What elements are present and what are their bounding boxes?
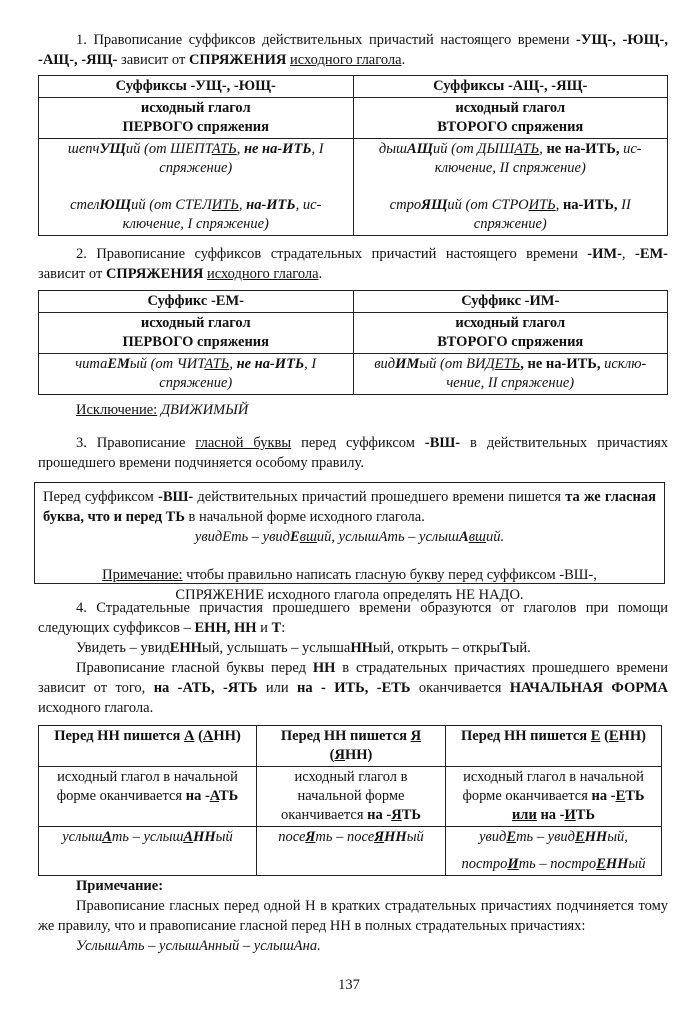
text-run: ый (от ЧИТ: [129, 356, 205, 372]
text-run: Увидеть – увид: [76, 640, 170, 656]
text-run: -ВШ-: [157, 489, 194, 505]
cell-line: ВТОРОГО спряжения: [437, 119, 584, 135]
text-run: Я: [305, 829, 316, 845]
text-run: постро: [461, 856, 508, 872]
table-cell: [39, 98, 354, 139]
table-cell: [257, 767, 446, 827]
text-run: И: [507, 856, 519, 872]
cell-line: исходный глагол: [455, 315, 566, 331]
table-cell: [353, 313, 668, 354]
text-run: ть – постро: [518, 856, 597, 872]
text-run: А: [102, 829, 112, 845]
text-run: 4. Страдательные причастия прошедшего времени образуются от глаголов при помощи следующих суффиксов –: [38, 600, 668, 636]
text-run: услыш: [62, 829, 103, 845]
text-run: (: [600, 728, 609, 744]
table-header: Суффикс -ИМ-: [353, 291, 668, 313]
text-run: Т: [271, 620, 282, 636]
text-run: Перед НН пишется: [54, 728, 184, 744]
text-run: НН: [350, 640, 373, 656]
text-run: -УЩ-, -ЮЩ-, -АЩ-, -ЯЩ-: [38, 32, 668, 68]
table-cell: [353, 98, 668, 139]
text-run: СПРЯЖЕНИЯ: [188, 52, 287, 68]
text-run: II спряжение): [473, 197, 631, 232]
text-run: Я: [391, 807, 402, 823]
cell-line: ПЕРВОГО спряжения: [122, 334, 270, 350]
text-run: ый: [628, 856, 646, 872]
note-example: УслышАть – услышАнный – услышАна.: [76, 938, 321, 954]
page-number: 137: [338, 977, 360, 993]
text-run: ,: [621, 246, 635, 262]
text-run: ТЬ: [219, 788, 239, 804]
text-run: 1. Правописание суффиксов действительных причастий настоящего времени: [76, 32, 577, 48]
text-run: ЕНН: [169, 640, 202, 656]
text-run: Перед суффиксом: [43, 489, 158, 505]
text-run: Е: [590, 728, 601, 744]
text-run: НН: [384, 829, 407, 845]
example: [452, 828, 655, 847]
table-cell: [257, 827, 446, 876]
rule-box: [34, 482, 665, 603]
text-run: Исключение:: [76, 402, 158, 418]
table-header: [446, 726, 662, 767]
text-run: ДВИЖИМЫЙ: [157, 402, 249, 418]
text-run: АЩ: [406, 141, 433, 157]
text-run: или: [511, 807, 537, 823]
text-run: Е: [615, 788, 626, 804]
text-run: ,: [555, 197, 563, 213]
table-header: [39, 726, 257, 767]
text-run: на -АТЬ, -ЯТЬ: [153, 680, 258, 696]
text-run: посе: [278, 829, 306, 845]
section4-paragraph: [38, 658, 668, 718]
table-header: Суффиксы -АЩ-, -ЯЩ-: [353, 76, 668, 98]
text-run: на -: [591, 788, 616, 804]
text-run: А: [202, 728, 214, 744]
text-run: та же гласная буква, что и перед ТЬ: [43, 489, 656, 525]
text-run: Примечание:: [102, 567, 183, 583]
text-run: А: [459, 529, 469, 545]
text-run: зависит от: [38, 266, 106, 282]
text-run: А: [183, 829, 194, 845]
example: [45, 196, 347, 234]
text-run: , I спряжение): [159, 141, 324, 176]
note-text: Правописание гласных перед одной Н в кратких страдательных причастиях подчиняется тому же правилу, что и правописание гласной перед НН в полных страдательных причастиях:: [38, 898, 668, 934]
text-run: перед суффиксом: [291, 435, 425, 451]
text-run: А: [183, 728, 195, 744]
cell-line: исходный глагол: [140, 315, 251, 331]
text-run: ,: [236, 141, 244, 157]
text-run: исходного глагола.: [38, 700, 154, 716]
text-run: ТЬ: [625, 788, 645, 804]
text-run: исходный глагол в начальной форме оканчивается: [462, 769, 644, 804]
table-cell: [39, 767, 257, 827]
text-run: АТЬ: [204, 356, 230, 372]
text-run: дыш: [378, 141, 407, 157]
text-run: ий (от ШЕПТ: [125, 141, 212, 157]
text-run: вид: [374, 356, 396, 372]
text-run: или: [257, 680, 298, 696]
text-run: (: [194, 728, 203, 744]
table-cell: [39, 827, 257, 876]
text-run: стел: [70, 197, 100, 213]
text-run: АТЬ: [514, 141, 540, 157]
text-run: на -: [185, 788, 210, 804]
text-run: ый, услышать – услыша: [201, 640, 351, 656]
text-run: , исключение, I спряжение): [122, 197, 322, 232]
note-title: Примечание:: [76, 878, 164, 894]
table-header: Суффиксы -УЩ-, -ЮЩ-: [39, 76, 354, 98]
text-run: НН): [618, 728, 646, 744]
table-past-passive-vowels: [38, 725, 662, 876]
text-run: , не на-ИТЬ,: [520, 356, 601, 372]
text-run: ТЬ: [401, 807, 421, 823]
example: [360, 196, 662, 234]
text-run: ,: [238, 197, 247, 213]
text-run: -ЕМ-: [635, 246, 669, 262]
text-run: не на-ИТЬ,: [546, 141, 620, 157]
text-run: в страдательных причастиях прошедшего времени зависит от того,: [38, 660, 669, 696]
text-run: :: [281, 620, 286, 636]
text-run: НН): [213, 728, 241, 744]
text-run: ть – увид: [516, 829, 575, 845]
text-run: СПРЯЖЕНИЯ: [105, 266, 204, 282]
text-run: (: [329, 747, 335, 763]
text-run: на - ИТЬ, -ЕТЬ: [297, 680, 411, 696]
text-run: ий (от СТРО: [447, 197, 529, 213]
text-run: ый: [215, 829, 233, 845]
text-run: Перед НН пишется: [280, 728, 411, 744]
text-run: исходный глагол в начальной форме оканчивается: [56, 769, 238, 804]
text-run: в начальной форме исходного глагола.: [184, 509, 425, 525]
text-run: вш: [468, 529, 486, 545]
text-run: исходного глагола: [289, 52, 402, 68]
text-run: гласной буквы: [195, 435, 292, 451]
text-run: ый (от ВИД: [419, 356, 495, 372]
text-run: А: [209, 788, 219, 804]
text-run: ий (от ДЫШ: [432, 141, 515, 157]
text-run: ть – услыш: [111, 829, 184, 845]
text-run: чтобы правильно написать гласную букву перед суффиксом -ВШ-,: [182, 567, 597, 583]
table-cell: [446, 827, 662, 876]
text-run: ий, услышАть – услыш: [316, 529, 460, 545]
table-present-passive-suffixes: [38, 290, 668, 395]
text-run: в действительных причастиях прошедшего времени подчиняется особому правилу.: [38, 435, 669, 471]
text-run: действительных причастий прошедшего времени пишется: [193, 489, 566, 505]
text-run: стро: [389, 197, 422, 213]
text-run: ИМ: [395, 356, 420, 372]
text-run: ,: [539, 141, 547, 157]
text-run: НАЧАЛЬНАЯ ФОРМА: [509, 680, 669, 696]
example: [45, 140, 347, 178]
text-run: -ВШ-: [424, 435, 461, 451]
text-run: исключение, II спряжение): [446, 356, 647, 391]
table-cell: [39, 313, 354, 354]
text-run: на -: [536, 807, 565, 823]
text-run: ЕТЬ: [494, 356, 521, 372]
text-run: ий (от СТЕЛ: [131, 197, 212, 213]
section4-examples: [38, 638, 668, 658]
text-run: увид: [479, 829, 507, 845]
text-run: ый: [406, 829, 424, 845]
text-run: УЩ: [99, 141, 126, 157]
text-run: НН: [193, 829, 216, 845]
text-run: НН: [312, 660, 336, 676]
text-run: Е: [289, 529, 300, 545]
cell-line: исходный глагол: [140, 100, 251, 116]
text-run: шепч: [67, 141, 100, 157]
text-run: Правописание гласной буквы перед: [76, 660, 313, 676]
text-run: НН): [344, 747, 373, 763]
text-run: ЯЩ: [421, 197, 448, 213]
text-run: Я: [374, 829, 385, 845]
exception-note: [76, 400, 698, 420]
cell-line: ВТОРОГО спряжения: [437, 334, 584, 350]
text-run: увидЕть – увид: [194, 529, 290, 545]
text-run: НН: [605, 856, 629, 872]
example: [360, 140, 662, 178]
text-run: ЕНН, НН: [194, 620, 257, 636]
cell-line: ПЕРВОГО спряжения: [122, 119, 270, 135]
text-run: чита: [75, 356, 108, 372]
rule-text: [43, 487, 656, 527]
text-run: на-ИТЬ,: [562, 197, 618, 213]
text-run: зависит от: [117, 52, 189, 68]
text-run: ЮЩ: [99, 197, 132, 213]
text-run: исходный глагол в начальной форме оканчивается: [281, 769, 408, 823]
text-run: вш: [299, 529, 317, 545]
text-run: Я: [410, 728, 422, 744]
text-run: Е: [608, 728, 619, 744]
text-run: ЕМ: [107, 356, 130, 372]
table-cell: [39, 139, 354, 236]
text-run: исключение, II спряжение): [434, 141, 642, 176]
text-run: .: [401, 52, 406, 68]
text-run: ый,: [607, 829, 628, 845]
text-run: не на-ИТЬ: [236, 356, 305, 372]
text-run: Перед НН пишется: [461, 728, 591, 744]
section3-paragraph: [38, 433, 668, 473]
text-run: Е: [596, 856, 606, 872]
text-run: , I спряжение): [159, 356, 317, 391]
text-run: ИТЬ: [528, 197, 556, 213]
table-cell: [353, 354, 668, 395]
text-run: ть – посе: [315, 829, 375, 845]
text-run: на-ИТЬ: [246, 197, 296, 213]
section2-paragraph: [38, 244, 668, 284]
table-cell: [39, 354, 354, 395]
example: [452, 855, 655, 874]
text-run: не на-ИТЬ: [243, 141, 312, 157]
text-run: ый.: [509, 640, 531, 656]
table-cell: [446, 767, 662, 827]
text-run: НН: [584, 829, 608, 845]
text-run: ТЬ: [575, 807, 596, 823]
final-note: [38, 876, 668, 956]
text-run: Т: [499, 640, 510, 656]
text-run: ИТЬ: [211, 197, 239, 213]
text-run: и: [256, 620, 272, 636]
text-run: ый, открыть – откры: [372, 640, 500, 656]
table-present-active-suffixes: [38, 75, 668, 236]
text-run: Я: [334, 747, 345, 763]
section1-paragraph: [38, 30, 668, 70]
text-run: оканчивается: [410, 680, 510, 696]
table-header: Суффикс -ЕМ-: [39, 291, 354, 313]
text-run: СПРЯЖЕНИЕ исходного глагола определять НЕ НАДО.: [175, 587, 524, 603]
table-header: [257, 726, 446, 767]
text-run: исходного глагола: [206, 266, 319, 282]
text-run: 3. Правописание: [76, 435, 196, 451]
rule-example: [43, 527, 656, 547]
section4-paragraph: [38, 598, 668, 638]
section4-text: [38, 598, 668, 718]
text-run: АТЬ: [211, 141, 237, 157]
text-run: ий.: [485, 529, 505, 545]
text-run: Е: [506, 829, 517, 845]
text-run: -ИМ-: [587, 246, 622, 262]
text-run: Е: [574, 829, 585, 845]
rule-note: [43, 565, 656, 585]
text-run: на -: [367, 807, 392, 823]
table-cell: [353, 139, 668, 236]
text-run: 2. Правописание суффиксов страдательных причастий настоящего времени: [76, 246, 588, 262]
text-run: .: [318, 266, 323, 282]
cell-line: исходный глагол: [455, 100, 566, 116]
text-run: ,: [229, 356, 237, 372]
text-run: И: [564, 807, 576, 823]
